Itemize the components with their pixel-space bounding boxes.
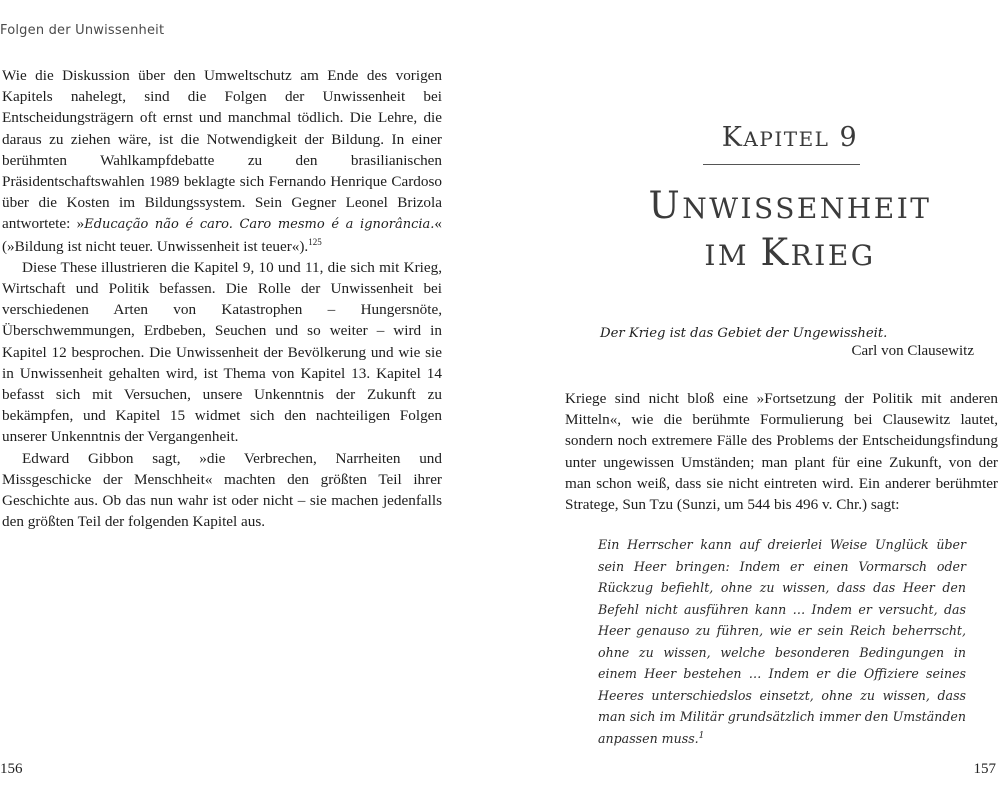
running-head: Folgen der Unwissenheit [0, 23, 165, 38]
block-quote-footnote: 1 [698, 730, 705, 741]
chapter-label-initial: K [721, 122, 744, 153]
title-initial-2b: K [760, 231, 791, 274]
brizola-quote: Educação não é caro. Caro mesmo é a ignorância. [84, 217, 435, 233]
title-rest-1: NWISSENHEIT [682, 192, 932, 225]
chapter-label-rest: APITEL [743, 127, 830, 151]
epigraph-attribution: Carl von Clausewitz [851, 343, 974, 359]
title-initial-2: IM [704, 239, 761, 272]
chapter-number: 9 [839, 122, 859, 153]
right-page [520, 0, 1000, 800]
block-quote [598, 534, 966, 749]
epigraph [600, 326, 974, 360]
chapter-rule [703, 164, 860, 165]
left-page [0, 0, 480, 800]
footnote-marker: 125 [308, 236, 322, 247]
epigraph-quote: Der Krieg ist das Gebiet der Ungewissheit. [600, 326, 888, 341]
chapter-label [702, 122, 878, 153]
chapter-title-line-2 [610, 231, 970, 278]
right-body-text [565, 388, 998, 515]
paragraph-1-text: Wie die Diskussion über den Umweltschutz am Ende des vorigen Kapitels nahelegt, sind die Folgen der Unwissenheit bei Entscheidungsträgern oft ernst und manchmal tödlich. Die Lehre, die daraus zu ziehen wäre, ist die Notwendigkeit der Bildung. In einer berühmten Wahlkampfdebatte zu den brasilianischen Präsidentschaftswahlen 1989 beklagte sich Fernando Henrique Cardoso über die Kosten im Bildungssystem. Sein Gegner Leonel Brizola antwortete: » [2, 67, 442, 233]
block-quote-text: Ein Herrscher kann auf dreierlei Weise Unglück über sein Heer bringen: Indem er einen Vormarsch oder Rückzug befiehlt, ohne zu wissen, dass das Heer den Befehl nicht ausführen kann … Indem er versucht, das Heer genauso zu führen, wie er sein Reich beherrscht, ohne zu wissen, welche besonderen Bedingungen in einem Heer bestehen … Indem er die Offiziere seines Heeres unterschiedslos einsetzt, ohne zu wissen, dass man sich im Militär grundsätzlich immer den Umständen anpassen muss. [598, 537, 966, 746]
right-paragraph: Kriege sind nicht bloß eine »Fortsetzung der Politik mit anderen Mitteln«, wie die berühmte Formulierung bei Clausewitz lautet, sondern noch extremere Fälle des Problems der Entscheidungsfindung unter ungewissen Umständen; man plant für eine Zukunft, von der man schon weiß, dass sie nicht eintreten wird. Ein anderer berühmter Stratege, Sun Tzu (Sunzi, um 544 bis 496 v. Chr.) sagt: [565, 390, 998, 514]
title-initial-1: U [648, 184, 683, 227]
page-number-right: 157 [973, 761, 996, 777]
paragraph-1 [2, 65, 442, 257]
left-body-text [2, 65, 442, 532]
title-rest-2: RIEG [790, 239, 876, 272]
paragraph-3: Edward Gibbon sagt, »die Verbrechen, Narrheiten und Missgeschicke der Menschheit« machten den größten Teil ihrer Geschichte aus. Ob das nun wahr ist oder nicht – sie machen jedenfalls den größten Teil der folgenden Kapitel aus. [2, 449, 442, 531]
chapter-title [610, 184, 970, 278]
paragraph-2: Diese These illustrieren die Kapitel 9, 10 und 11, die sich mit Krieg, Wirtschaft und Politik befassen. Die Rolle der Unwissenheit bei verschiedenen Arten von Katastrophen – Hungersnöte, Überschwemmungen, Erdbeben, Seuchen und so weiter – wird in Kapitel 12 besprochen. Die Unwissenheit der Bevölkerung und wie sie in Unwissenheit gehalten wird, ist Thema von Kapitel 13. Kapitel 14 befasst sich mit Versuchen, unsere Unkenntnis der Zukunft zu bekämpfen, und Kapitel 15 widmet sich den nachteiligen Folgen unserer Unkenntnis der Vergangenheit. [2, 258, 442, 446]
page-number-left: 156 [0, 761, 23, 777]
chapter-title-line-1 [610, 184, 970, 231]
paragraph-1-translation: « (»Bildung ist nicht teuer. Unwissenheit ist teuer«). [2, 215, 442, 255]
